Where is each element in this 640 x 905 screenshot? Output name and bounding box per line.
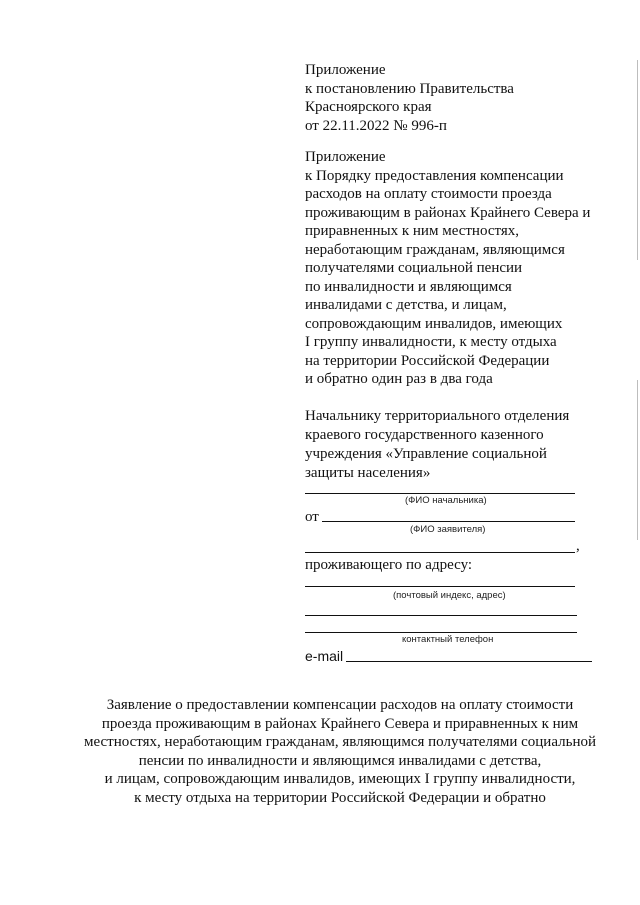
from-label: от [305, 509, 319, 525]
residing-label: проживающего по адресу: [305, 557, 473, 573]
addressee-line: краевого государственного казенного [305, 427, 544, 443]
address-field-continued[interactable] [305, 601, 577, 616]
header-line: от 22.11.2022 № 996-п [305, 117, 447, 134]
title-line: к месту отдыха на территории Российской Федерации и обратно [134, 789, 546, 806]
header-line: Приложение [305, 62, 386, 78]
scan-edge-mark [637, 60, 638, 260]
comma-mark: , [576, 538, 580, 554]
phone-field[interactable] [305, 618, 577, 633]
addressee-line: защиты населения» [305, 465, 431, 481]
header-line: приравненных к ним местностях, [305, 223, 519, 239]
phone-caption: контактный телефон [402, 634, 494, 645]
header-line: к Порядку предоставления компенсации [305, 167, 564, 184]
addressee-line: учреждения «Управление социальной [305, 446, 547, 462]
appendix-header-procedure [305, 148, 590, 389]
header-line: I группу инвалидности, к месту отдыха [305, 334, 557, 350]
head-name-caption: (ФИО начальника) [405, 495, 487, 506]
address-field[interactable] [305, 572, 575, 587]
title-line: местностях, неработающим гражданам, являющимся получателями социальной [83, 734, 597, 751]
header-line: Красноярского края [305, 99, 432, 115]
header-line: проживающим в районах Крайнего Севера и [305, 204, 591, 221]
applicant-name-field[interactable] [322, 507, 575, 522]
header-line: инвалидами с детства, и лицам, [305, 297, 507, 313]
addressee-line: Начальнику территориального отделения [305, 408, 570, 424]
application-title [40, 696, 640, 808]
header-line: Приложение [305, 149, 386, 165]
header-line: и обратно один раз в два года [305, 371, 493, 387]
applicant-name-caption: (ФИО заявителя) [410, 524, 486, 535]
appendix-header-government [305, 61, 514, 135]
title-line: и лицам, сопровождающим инвалидов, имеющих I группу инвалидности, [104, 771, 576, 788]
applicant-name-field-continued[interactable] [305, 538, 575, 553]
header-line: по инвалидности и являющимся [305, 278, 512, 295]
email-field[interactable] [346, 647, 592, 662]
title-line: пенсии по инвалидности и являющимся инвалидами с детства, [138, 752, 542, 769]
header-line: к постановлению Правительства [305, 80, 514, 97]
header-line: расходов на оплату стоимости проезда [305, 186, 552, 202]
addressee-block [305, 407, 569, 483]
address-caption: (почтовый индекс, адрес) [393, 590, 506, 601]
title-line: Заявление о предоставлении компенсации расходов на оплату стоимости [106, 697, 574, 713]
head-name-field[interactable] [305, 479, 575, 494]
header-line: на территории Российской Федерации [305, 352, 550, 369]
header-line: получателями социальной пенсии [305, 260, 523, 276]
email-label: e-mail [305, 648, 344, 664]
title-line: проезда проживающим в районах Крайнего Севера и приравненных к ним [101, 715, 579, 732]
header-line: неработающим гражданам, являющимся [305, 241, 565, 258]
scan-edge-mark [637, 380, 638, 540]
header-line: сопровождающим инвалидов, имеющих [305, 315, 563, 332]
